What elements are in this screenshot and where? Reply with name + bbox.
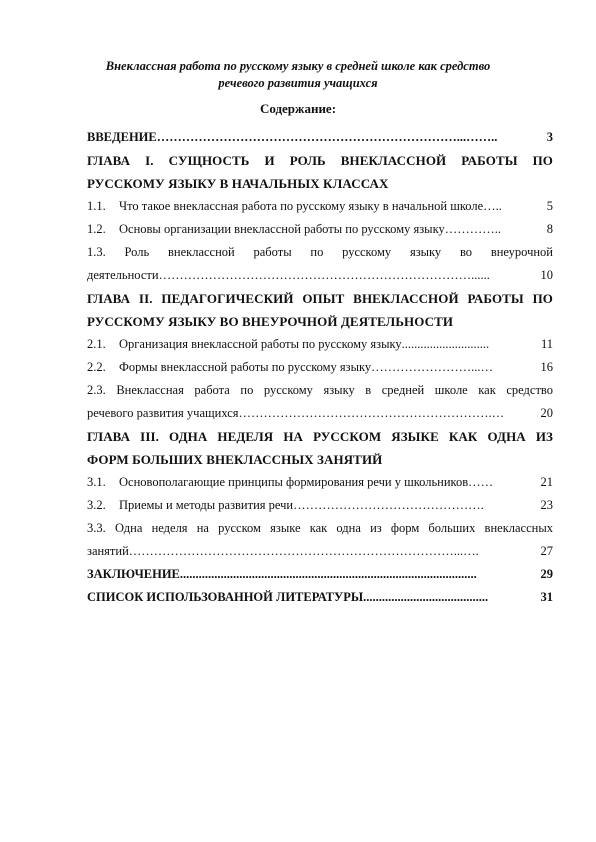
toc-entry-3-3-line-2[interactable] <box>87 540 553 563</box>
toc-page-number: 16 <box>540 360 553 374</box>
toc-number: 2.2. <box>87 360 106 374</box>
toc-entry-2-1[interactable] <box>87 333 553 356</box>
toc-label: Формы внеклассной работы по русскому языку <box>119 360 372 374</box>
toc-chapter-1-line-1[interactable]: ГЛАВА I. СУЩНОСТЬ И РОЛЬ ВНЕКЛАССНОЙ РАБОТЫ ПО <box>87 153 553 168</box>
toc-entry-2-3-line-2[interactable] <box>87 402 553 425</box>
toc-label: Приемы и методы развития речи <box>119 498 294 512</box>
title-line-1: Внеклассная работа по русскому языку в средней школе как средство <box>105 59 491 73</box>
toc-label: Что такое внеклассная работа по русскому языку в начальной школе <box>119 199 484 213</box>
table-of-contents <box>87 126 553 609</box>
toc-page-number: 27 <box>540 544 553 558</box>
title-line-2: речевого развития учащихся <box>218 76 378 90</box>
toc-number: 2.1. <box>87 337 106 351</box>
toc-entry-bibliography[interactable] <box>87 586 553 609</box>
toc-number: 1.1. <box>87 199 106 213</box>
toc-chapter-3-line-2[interactable]: ФОРМ БОЛЬШИХ ВНЕКЛАССНЫХ ЗАНЯТИЙ <box>87 452 383 467</box>
toc-page-number: 21 <box>540 475 553 489</box>
toc-chapter-2-line-2[interactable]: РУССКОМУ ЯЗЫКУ ВО ВНЕУРОЧНОЙ ДЕЯТЕЛЬНОСТИ <box>87 314 454 329</box>
toc-leader: …………………………………………………….… <box>238 406 505 420</box>
toc-entry-1-2[interactable] <box>87 218 553 241</box>
toc-entry-conclusion[interactable] <box>87 563 553 586</box>
toc-entry-1-3-line-1[interactable]: 1.3. Роль внеклассной работы по русскому языку во внеурочной <box>87 245 553 259</box>
toc-entry-2-3-line-1[interactable]: 2.3. Внеклассная работа по русскому языку в средней школе как средство <box>87 383 553 397</box>
toc-label: Основы организации внеклассной работы по русскому языку <box>119 222 445 236</box>
toc-label: ЗАКЛЮЧЕНИЕ <box>87 567 180 581</box>
toc-entry-introduction[interactable] <box>87 126 553 149</box>
toc-page-number: 23 <box>540 498 553 512</box>
toc-leader: ........................................ <box>363 590 489 604</box>
toc-entry-1-1[interactable] <box>87 195 553 218</box>
toc-entry-3-3-line-1[interactable]: 3.3. Одна неделя на русском языке как одна из форм больших внеклассных <box>87 521 553 535</box>
toc-entry-2-2[interactable] <box>87 356 553 379</box>
contents-heading: Содержание: <box>259 101 337 116</box>
toc-label: Организация внеклассной работы по русскому языку <box>119 337 402 351</box>
toc-leader: ………….. <box>444 222 501 236</box>
toc-page-number: 31 <box>540 590 553 604</box>
toc-page-number: 29 <box>540 567 553 581</box>
toc-label: речевого развития учащихся <box>87 406 239 420</box>
toc-number: 1.2. <box>87 222 106 236</box>
toc-label: ВВЕДЕНИЕ <box>87 130 157 144</box>
toc-leader: …… <box>468 475 494 489</box>
toc-leader: ............................ <box>401 337 490 351</box>
toc-leader: ……………………………………………………………………...…. <box>128 544 479 558</box>
toc-page-number: 5 <box>546 199 553 213</box>
toc-page-number: 8 <box>546 222 553 236</box>
toc-page-number: 11 <box>540 337 553 351</box>
toc-page-number: 3 <box>546 130 553 144</box>
toc-number: 3.1. <box>87 475 106 489</box>
toc-label: занятий <box>87 544 129 558</box>
toc-chapter-3-line-1[interactable]: ГЛАВА III. ОДНА НЕДЕЛЯ НА РУССКОМ ЯЗЫКЕ КАК ОДНА ИЗ <box>87 429 553 444</box>
document-title <box>60 58 536 92</box>
toc-leader: ……………………...… <box>371 360 494 374</box>
toc-number: 3.2. <box>87 498 106 512</box>
toc-leader: ............................................................................................... <box>179 567 477 581</box>
toc-entry-3-2[interactable] <box>87 494 553 517</box>
toc-chapter-2-line-1[interactable]: ГЛАВА II. ПЕДАГОГИЧЕСКИЙ ОПЫТ ВНЕКЛАССНОЙ РАБОТЫ ПО <box>87 291 553 306</box>
toc-entry-1-3-line-2[interactable] <box>87 264 553 287</box>
toc-chapter-1-line-2[interactable]: РУССКОМУ ЯЗЫКУ В НАЧАЛЬНЫХ КЛАССАХ <box>87 176 389 191</box>
toc-leader: ………………………………………. <box>293 498 484 512</box>
toc-leader: ………………………………………………………………...…….. <box>156 130 498 144</box>
toc-page-number: 10 <box>540 268 553 282</box>
toc-page-number: 20 <box>540 406 553 420</box>
toc-label: СПИСОК ИСПОЛЬЗОВАННОЙ ЛИТЕРАТУРЫ <box>87 590 364 604</box>
toc-label: деятельности <box>87 268 159 282</box>
toc-leader: ….. <box>483 199 502 213</box>
toc-label: Основополагающие принципы формирования речи у школьников <box>119 475 469 489</box>
toc-leader: …………………………………………………………………...... <box>158 268 490 282</box>
toc-entry-3-1[interactable] <box>87 471 553 494</box>
